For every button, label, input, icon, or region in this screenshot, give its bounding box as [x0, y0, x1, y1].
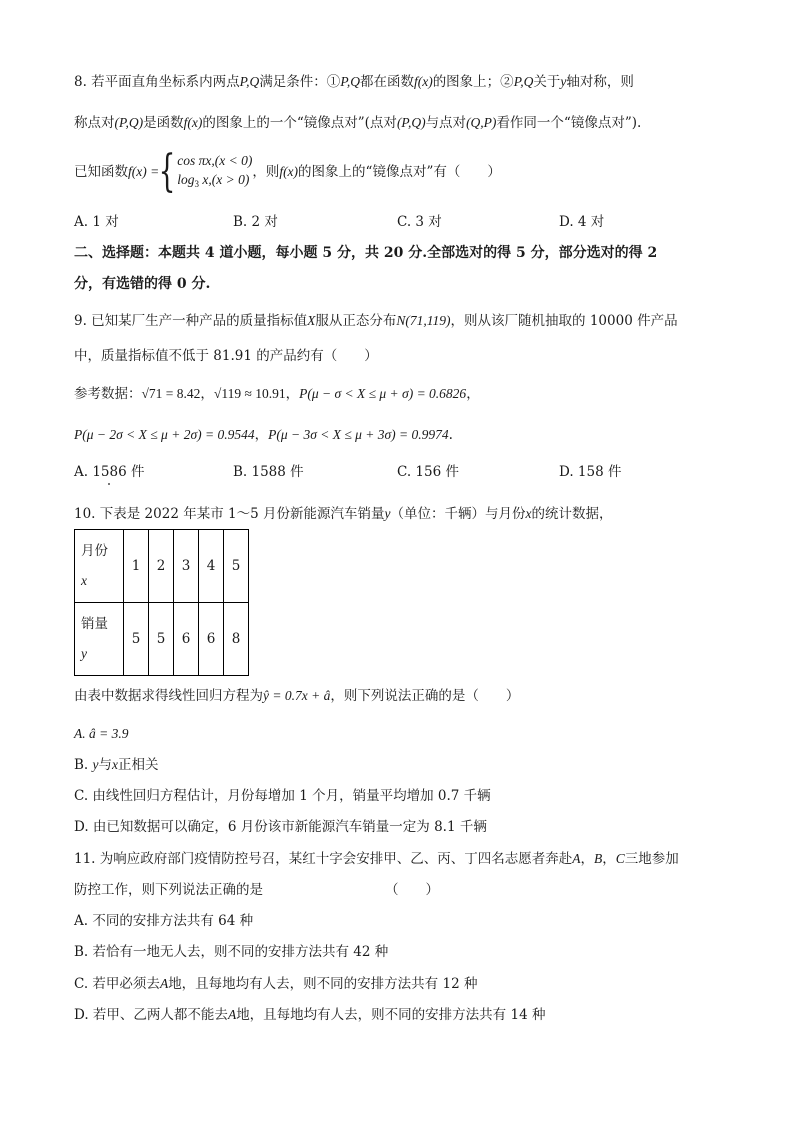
section2-heading-1: 二、选择题：本题共 4 道小题，每小题 5 分，共 20 分.全部选对的得 5 分，部分选对的得 2 — [74, 245, 658, 261]
q8-text: 看作同一个“镜像点对”). — [496, 115, 642, 131]
q9-option-d: D. 158 件 — [559, 464, 622, 480]
table-cell: 5 — [224, 530, 249, 603]
table-header-cell: 销量 y — [75, 603, 124, 676]
stray-dot — [108, 483, 110, 485]
q10-option-b: B. y与x正相关 — [74, 757, 159, 773]
math-dist: N(71,119) — [396, 313, 451, 328]
section2-heading-2: 分，有选错的得 0 分. — [74, 276, 211, 292]
q11-text: 防控工作，则下列说法正确的是 — [74, 882, 263, 898]
q8-option-d: D. 4 对 — [559, 214, 605, 230]
math-p1: P(μ − σ < X ≤ μ + σ) = 0.6826 — [299, 386, 467, 401]
q8-text: 称点对 — [74, 115, 115, 131]
math-fx: f(x) — [183, 115, 203, 130]
math-X: X — [307, 313, 316, 328]
q10-option-c: C. 由线性回归方程估计，月份每增加 1 个月，销量平均增加 0.7 千辆 — [74, 788, 491, 804]
q8-text: 8. 若平面直角坐标系内两点 — [74, 74, 240, 90]
math-pq: P,Q — [340, 74, 360, 89]
q8-text: ，则 — [252, 164, 280, 180]
q9-line-1 — [74, 311, 678, 331]
math-fx-eq: f(x) = — [128, 164, 160, 179]
q8-text: 轴对称，则 — [566, 74, 634, 90]
q9-text: 服从正态分布 — [315, 313, 397, 329]
math-y: y — [384, 506, 391, 521]
q8-text: 满足条件：① — [259, 74, 341, 90]
math-pair: (P,Q) — [114, 115, 144, 130]
q8-text: 的图象上的一个“镜像点对”(点对 — [202, 115, 397, 131]
q10-text: （单位：千辆）与月份 — [390, 506, 526, 522]
q8-text: 关于 — [533, 74, 561, 90]
math-p3: P(μ − 3σ < X ≤ μ + 3σ) = 0.9974 — [268, 427, 449, 442]
brace-icon: { — [158, 146, 176, 197]
q11-line-2 — [74, 880, 439, 900]
table-cell: 8 — [224, 603, 249, 676]
q9-option-b: B. 1588 件 — [233, 464, 304, 480]
ref-label: 参考数据： — [74, 386, 142, 402]
math-regression-eq: ŷ = 0.7x + â — [263, 688, 331, 703]
math-x: x — [525, 506, 532, 521]
table-cell: 5 — [124, 603, 149, 676]
q10-line-1 — [74, 504, 612, 524]
q10-option-a: A. â = 3.9 — [74, 726, 129, 741]
q11-option-c: C. 若甲必须去A地，且每地均有人去，则不同的安排方法共有 12 种 — [74, 976, 478, 992]
q8-line-3 — [74, 146, 501, 197]
q9-ref-line: 参考数据：√71 = 8.42，√119 ≈ 10.91，P(μ − σ < X ≤ μ + σ) = 0.6826， — [74, 386, 480, 402]
table-header-cell: 月份 x — [75, 530, 124, 603]
q11-text: 三地参加 — [624, 851, 679, 867]
q9-line-2: 中，质量指标值不低于 81.91 的产品约有（ ） — [74, 348, 378, 364]
q8-line-1 — [74, 72, 634, 92]
table-cell: 2 — [149, 530, 174, 603]
q8-option-a: A. 1 对 — [74, 214, 119, 230]
q8-option-c: C. 3 对 — [397, 214, 442, 230]
math-p2: P(μ − 2σ < X ≤ μ + 2σ) = 0.9544 — [74, 427, 255, 442]
q11-option-b: B. 若恰有一地无人去，则不同的安排方法共有 42 种 — [74, 944, 389, 960]
q11-option-a: A. 不同的安排方法共有 64 种 — [74, 913, 254, 929]
q10-text: 由表中数据求得线性回归方程为 — [74, 688, 263, 704]
table-cell: 1 — [124, 530, 149, 603]
math-sqrt71: √71 = 8.42 — [141, 386, 201, 401]
q8-text: 是函数 — [143, 115, 184, 131]
q9-option-a: A. 1586 件 — [74, 464, 145, 480]
table-cell: 4 — [199, 530, 224, 603]
q11-option-d: D. 若甲、乙两人都不能去A地，且每地均有人去，则不同的安排方法共有 14 种 — [74, 1007, 546, 1023]
math-fx: f(x) — [413, 74, 433, 89]
q8-text: 的图象上的“镜像点对”有（ ） — [298, 164, 501, 180]
q9-option-c: C. 156 件 — [397, 464, 459, 480]
table-row — [75, 603, 249, 676]
math-sqrt119: √119 ≈ 10.91 — [213, 386, 286, 401]
q10-line-2 — [74, 686, 519, 706]
q8-text: 已知函数 — [74, 164, 128, 180]
q8-text: 与点对 — [425, 115, 467, 131]
math-pair: (Q,P) — [466, 115, 497, 130]
table-cell: 6 — [199, 603, 224, 676]
q9-text: ，则从该厂随机抽取的 10000 件产品 — [450, 313, 678, 329]
math-y: y — [560, 74, 567, 89]
table-cell: 6 — [174, 603, 199, 676]
q9-prob-line: P(μ − 2σ < X ≤ μ + 2σ) = 0.9544，P(μ − 3σ < X ≤ μ + 3σ) = 0.9974. — [74, 427, 453, 443]
q11-line-1: 11. 为响应政府部门疫情防控号召，某红十字会安排甲、乙、丙、丁四名志愿者奔赴A，B，C三地参加 — [74, 851, 679, 867]
sales-table — [74, 529, 249, 676]
q8-option-b: B. 2 对 — [233, 214, 278, 230]
q9-text: 9. 已知某厂生产一种产品的质量指标值 — [74, 313, 308, 329]
case-2: $\log_3 x,(x > 0)$ — [177, 171, 250, 189]
math-pair: (P,Q) — [396, 115, 426, 130]
q11-paren: （ ） — [385, 882, 439, 898]
q10-option-d: D. 由已知数据可以确定，6 月份该市新能源汽车销量一定为 8.1 千辆 — [74, 819, 487, 835]
q8-text: 都在函数 — [359, 74, 414, 90]
math-pq: P,Q — [513, 74, 534, 89]
q8-text: 的图象上；② — [432, 74, 514, 90]
case-1: cos πx,(x < 0) — [177, 152, 253, 168]
q10-text: ，则下列说法正确的是（ ） — [330, 688, 520, 704]
q11-text: 11. 为响应政府部门疫情防控号召，某红十字会安排甲、乙、丙、丁四名志愿者奔赴 — [74, 851, 573, 867]
table-row — [75, 530, 249, 603]
piecewise-cases — [177, 151, 252, 194]
table-cell: 3 — [174, 530, 199, 603]
q10-text: 10. 下表是 2022 年某市 1～5 月份新能源汽车销量 — [74, 506, 385, 522]
table-cell: 5 — [149, 603, 174, 676]
math-fx: f(x) — [279, 164, 299, 179]
math-pq: P,Q — [239, 74, 260, 89]
q8-line-2 — [74, 113, 641, 133]
q10-text: 的统计数据， — [531, 506, 613, 522]
